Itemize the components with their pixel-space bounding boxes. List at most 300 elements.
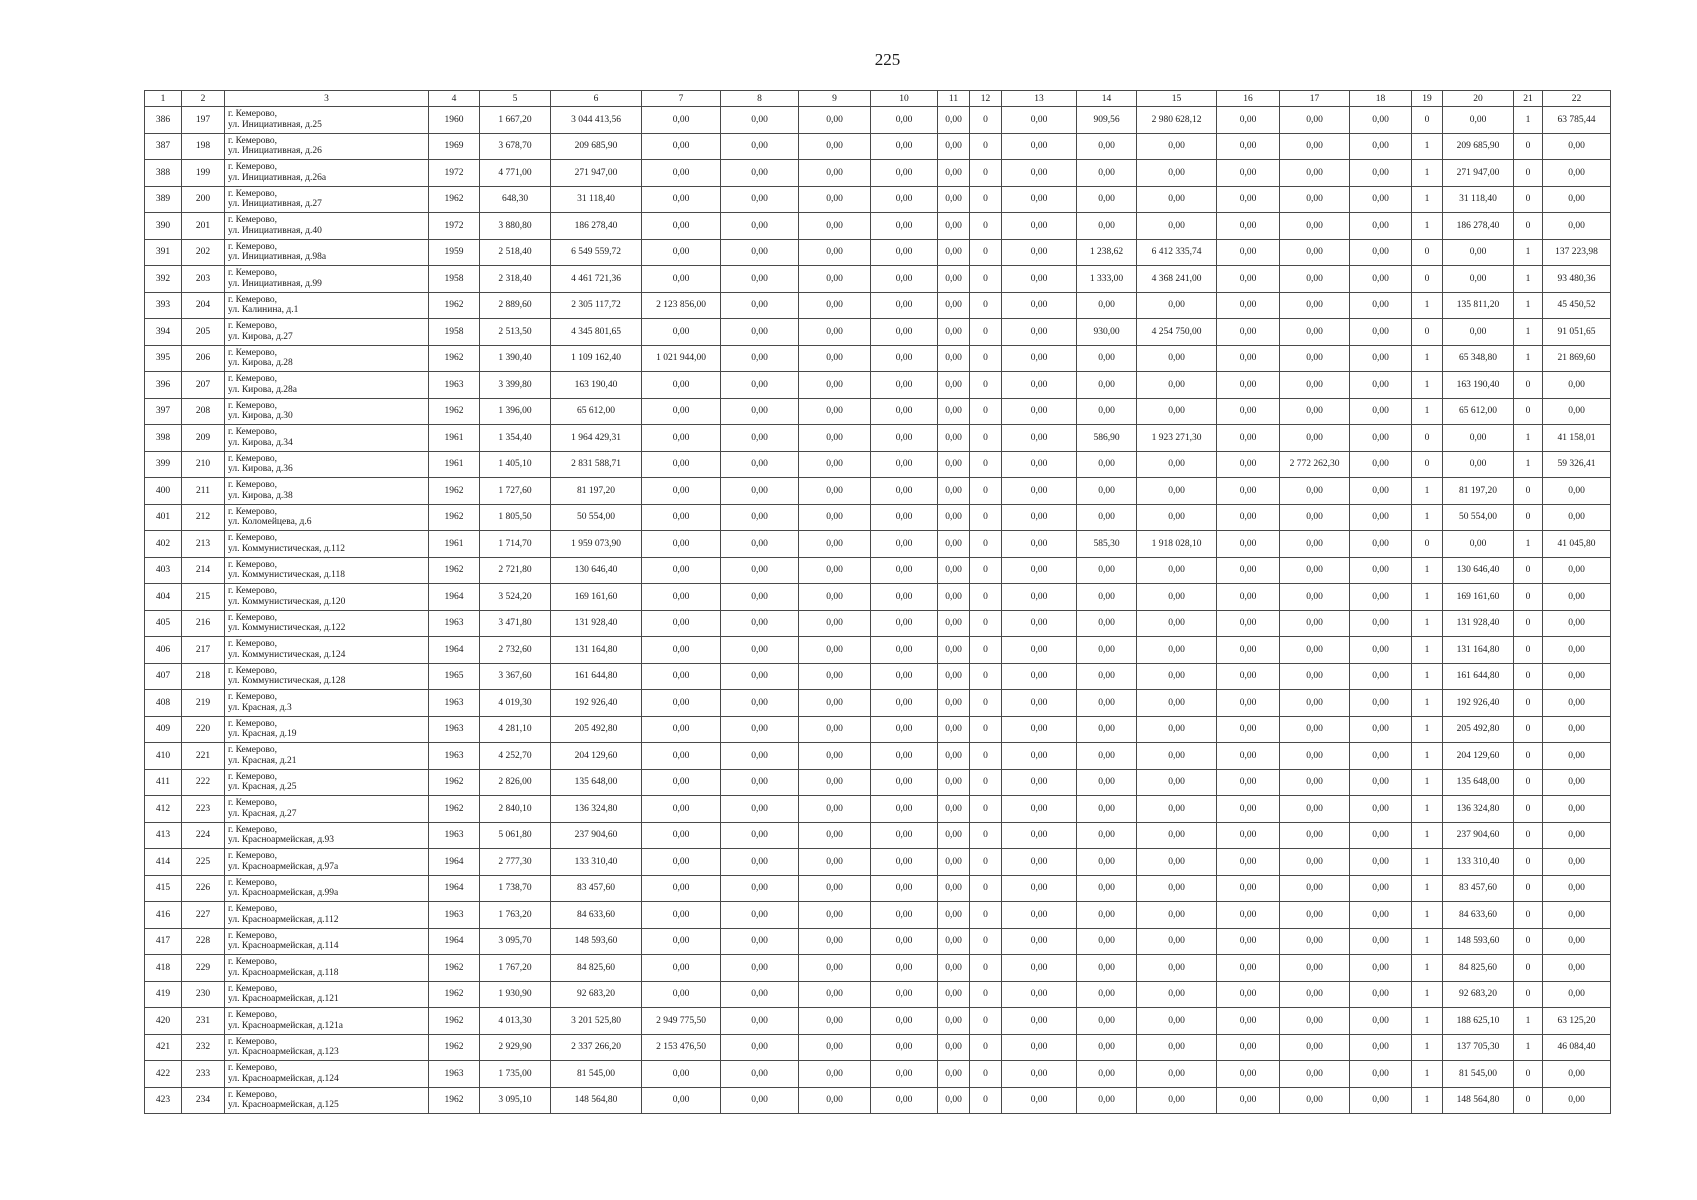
- table-cell: 0,00: [1137, 1034, 1217, 1061]
- table-cell: 0,00: [721, 663, 799, 690]
- table-cell: 0,00: [799, 981, 871, 1008]
- table-cell: 0,00: [799, 955, 871, 982]
- table-cell: 0,00: [871, 239, 938, 266]
- column-header: 7: [642, 91, 721, 107]
- table-cell: 1 405,10: [480, 451, 551, 478]
- table-cell: 0,00: [721, 1087, 799, 1114]
- table-cell: 1 333,00: [1077, 266, 1137, 293]
- table-cell: 169 161,60: [551, 584, 642, 611]
- table-cell: 161 644,80: [1443, 663, 1514, 690]
- table-cell: 0,00: [938, 292, 970, 319]
- table-cell: 0,00: [1002, 902, 1077, 929]
- table-cell: 0,00: [1077, 849, 1137, 876]
- table-cell: 0: [1514, 1087, 1543, 1114]
- table-row: [145, 557, 1611, 584]
- table-cell: 0,00: [1002, 107, 1077, 134]
- table-cell: 0,00: [1077, 345, 1137, 372]
- table-cell: 0: [1514, 875, 1543, 902]
- table-cell: 0,00: [1002, 637, 1077, 664]
- table-cell: 403: [145, 557, 182, 584]
- table-cell: 0,00: [799, 186, 871, 213]
- table-cell: 1 238,62: [1077, 239, 1137, 266]
- address-street: ул. Красноармейская, д.121а: [228, 1020, 344, 1031]
- table-cell: 0: [970, 531, 1002, 558]
- table-cell: 4 345 801,65: [551, 319, 642, 346]
- table-cell: 212: [182, 504, 225, 531]
- table-cell: 0,00: [1002, 875, 1077, 902]
- address-city: г. Кемерово,: [228, 957, 278, 968]
- table-cell: 0,00: [938, 796, 970, 823]
- table-cell: 0,00: [1137, 478, 1217, 505]
- table-cell: 0,00: [1280, 610, 1350, 637]
- address-city: г. Кемерово,: [228, 983, 278, 994]
- table-cell: 0,00: [721, 478, 799, 505]
- table-cell: 0,00: [799, 822, 871, 849]
- column-header: 6: [551, 91, 642, 107]
- address-street: ул. Кирова, д.28а: [228, 384, 297, 395]
- table-cell: 0,00: [1280, 584, 1350, 611]
- column-header: 1: [145, 91, 182, 107]
- address-street: ул. Инициативная, д.98а: [228, 252, 327, 263]
- table-cell: 0,00: [721, 133, 799, 160]
- table-cell: 3 471,80: [480, 610, 551, 637]
- table-cell: 0,00: [1350, 690, 1412, 717]
- table-cell: 0,00: [642, 663, 721, 690]
- table-cell: 423: [145, 1087, 182, 1114]
- table-cell: 0,00: [642, 504, 721, 531]
- address-cell: [225, 557, 429, 584]
- table-cell: 0,00: [1077, 610, 1137, 637]
- table-cell: 1: [1412, 186, 1443, 213]
- table-cell: 387: [145, 133, 182, 160]
- table-cell: 215: [182, 584, 225, 611]
- table-cell: 0,00: [1137, 345, 1217, 372]
- table-cell: 84 825,60: [1443, 955, 1514, 982]
- table-cell: 0: [970, 769, 1002, 796]
- table-cell: 0,00: [1543, 186, 1611, 213]
- registry-table: [144, 90, 1611, 1114]
- table-cell: 0,00: [1077, 690, 1137, 717]
- table-row: [145, 796, 1611, 823]
- table-cell: 1 727,60: [480, 478, 551, 505]
- table-cell: 0,00: [1280, 849, 1350, 876]
- table-cell: 186 278,40: [1443, 213, 1514, 240]
- table-cell: 0,00: [1137, 796, 1217, 823]
- table-cell: 0,00: [1543, 902, 1611, 929]
- table-cell: 0,00: [642, 186, 721, 213]
- address-city: г. Кемерово,: [228, 215, 278, 226]
- table-cell: 395: [145, 345, 182, 372]
- table-cell: 0,00: [799, 769, 871, 796]
- table-cell: 0,00: [871, 822, 938, 849]
- table-cell: 0,00: [799, 1087, 871, 1114]
- table-cell: 0,00: [1350, 637, 1412, 664]
- table-cell: 0,00: [1350, 186, 1412, 213]
- table-cell: 0,00: [871, 769, 938, 796]
- table-cell: 0,00: [642, 637, 721, 664]
- table-cell: 0,00: [1137, 186, 1217, 213]
- table-row: [145, 716, 1611, 743]
- table-cell: 0,00: [1350, 981, 1412, 1008]
- address-street: ул. Красноармейская, д.112: [228, 914, 339, 925]
- table-cell: 0,00: [1217, 743, 1280, 770]
- table-cell: 0,00: [642, 902, 721, 929]
- table-cell: 0,00: [642, 690, 721, 717]
- table-cell: 219: [182, 690, 225, 717]
- table-cell: 399: [145, 451, 182, 478]
- table-cell: 0,00: [1137, 292, 1217, 319]
- table-cell: 0,00: [1217, 610, 1280, 637]
- address-city: г. Кемерово,: [228, 745, 278, 756]
- table-cell: 1: [1412, 504, 1443, 531]
- table-cell: 0,00: [1280, 875, 1350, 902]
- table-cell: 0,00: [1217, 1034, 1280, 1061]
- table-cell: 0,00: [799, 557, 871, 584]
- table-cell: 218: [182, 663, 225, 690]
- table-cell: 205: [182, 319, 225, 346]
- table-cell: 2 840,10: [480, 796, 551, 823]
- table-cell: 83 457,60: [1443, 875, 1514, 902]
- table-cell: 0,00: [1217, 425, 1280, 452]
- page-number: 225: [874, 50, 901, 69]
- address-city: г. Кемерово,: [228, 321, 278, 332]
- address-street: ул. Коммунистическая, д.128: [228, 676, 346, 687]
- table-cell: 415: [145, 875, 182, 902]
- table-cell: 414: [145, 849, 182, 876]
- table-cell: 1963: [429, 372, 480, 399]
- address-city: г. Кемерово,: [228, 851, 278, 862]
- address-cell: [225, 849, 429, 876]
- table-cell: 2 337 266,20: [551, 1034, 642, 1061]
- table-cell: 225: [182, 849, 225, 876]
- table-cell: 0,00: [721, 743, 799, 770]
- table-cell: 1: [1514, 451, 1543, 478]
- address-street: ул. Красноармейская, д.99а: [228, 888, 339, 899]
- address-cell: [225, 610, 429, 637]
- table-cell: 0,00: [721, 637, 799, 664]
- table-cell: 0,00: [721, 1008, 799, 1035]
- address-city: г. Кемерово,: [228, 798, 278, 809]
- table-cell: 2 518,40: [480, 239, 551, 266]
- table-cell: 92 683,20: [1443, 981, 1514, 1008]
- table-cell: 211: [182, 478, 225, 505]
- table-cell: 130 646,40: [1443, 557, 1514, 584]
- table-row: [145, 981, 1611, 1008]
- table-row: [145, 584, 1611, 611]
- table-cell: 0: [970, 557, 1002, 584]
- table-cell: 0,00: [642, 425, 721, 452]
- table-cell: 0: [1514, 133, 1543, 160]
- table-cell: 1: [1514, 266, 1543, 293]
- table-cell: 0,00: [1137, 133, 1217, 160]
- table-cell: 0,00: [1543, 663, 1611, 690]
- table-cell: 0,00: [1217, 451, 1280, 478]
- table-cell: 0,00: [1137, 822, 1217, 849]
- table-cell: 0,00: [1350, 292, 1412, 319]
- table-cell: 0: [1412, 319, 1443, 346]
- table-cell: 0: [970, 504, 1002, 531]
- table-cell: 0,00: [721, 186, 799, 213]
- table-cell: 3 044 413,56: [551, 107, 642, 134]
- table-cell: 135 648,00: [1443, 769, 1514, 796]
- table-cell: 209 685,90: [551, 133, 642, 160]
- table-cell: 0: [1514, 557, 1543, 584]
- column-header: 15: [1137, 91, 1217, 107]
- table-cell: 1964: [429, 584, 480, 611]
- table-cell: 0,00: [871, 451, 938, 478]
- table-cell: 0,00: [1002, 557, 1077, 584]
- table-cell: 0,00: [1077, 902, 1137, 929]
- table-cell: 204 129,60: [551, 743, 642, 770]
- table-cell: 0,00: [1002, 213, 1077, 240]
- address-street: ул. Кирова, д.38: [228, 490, 293, 501]
- table-cell: 131 928,40: [551, 610, 642, 637]
- table-cell: 0: [1514, 1061, 1543, 1088]
- table-cell: 232: [182, 1034, 225, 1061]
- table-cell: 386: [145, 107, 182, 134]
- table-cell: 0: [970, 345, 1002, 372]
- table-cell: 0,00: [1002, 796, 1077, 823]
- table-cell: 419: [145, 981, 182, 1008]
- table-cell: 0,00: [938, 584, 970, 611]
- table-cell: 0,00: [1350, 372, 1412, 399]
- table-cell: 0,00: [871, 610, 938, 637]
- table-cell: 1972: [429, 160, 480, 187]
- table-cell: 41 045,80: [1543, 531, 1611, 558]
- table-cell: 197: [182, 107, 225, 134]
- table-cell: 0,00: [1077, 928, 1137, 955]
- table-cell: 4 771,00: [480, 160, 551, 187]
- address-cell: [225, 1087, 429, 1114]
- table-cell: 136 324,80: [1443, 796, 1514, 823]
- table-cell: 0,00: [938, 663, 970, 690]
- table-cell: 0,00: [1280, 928, 1350, 955]
- table-cell: 1: [1412, 955, 1443, 982]
- table-cell: 0,00: [1217, 716, 1280, 743]
- table-cell: 0,00: [1217, 372, 1280, 399]
- table-cell: 0,00: [1280, 345, 1350, 372]
- table-cell: 2 777,30: [480, 849, 551, 876]
- table-cell: 0,00: [938, 716, 970, 743]
- table-cell: 0,00: [1137, 504, 1217, 531]
- table-cell: 271 947,00: [1443, 160, 1514, 187]
- table-cell: 0: [1514, 160, 1543, 187]
- table-cell: 0,00: [799, 584, 871, 611]
- table-row: [145, 478, 1611, 505]
- table-cell: 0,00: [799, 451, 871, 478]
- table-cell: 0: [970, 372, 1002, 399]
- table-cell: 1963: [429, 902, 480, 929]
- table-cell: 0,00: [642, 372, 721, 399]
- table-cell: 137 223,98: [1543, 239, 1611, 266]
- table-cell: 411: [145, 769, 182, 796]
- table-cell: 1: [1412, 822, 1443, 849]
- table-cell: 148 564,80: [1443, 1087, 1514, 1114]
- table-cell: 0,00: [1350, 822, 1412, 849]
- table-cell: 0: [1412, 266, 1443, 293]
- table-cell: 227: [182, 902, 225, 929]
- table-cell: 0,00: [642, 822, 721, 849]
- table-cell: 0,00: [1217, 981, 1280, 1008]
- table-cell: 0,00: [1137, 928, 1217, 955]
- column-header: 8: [721, 91, 799, 107]
- table-cell: 229: [182, 955, 225, 982]
- table-cell: 0,00: [1137, 372, 1217, 399]
- table-cell: 1 735,00: [480, 1061, 551, 1088]
- table-cell: 412: [145, 796, 182, 823]
- table-cell: 0,00: [1002, 743, 1077, 770]
- table-cell: 1: [1412, 213, 1443, 240]
- table-cell: 209: [182, 425, 225, 452]
- table-cell: 163 190,40: [1443, 372, 1514, 399]
- table-cell: 0: [970, 160, 1002, 187]
- table-cell: 0,00: [1350, 133, 1412, 160]
- table-cell: 0,00: [871, 1008, 938, 1035]
- table-row: [145, 955, 1611, 982]
- table-cell: 206: [182, 345, 225, 372]
- table-cell: 0,00: [1350, 610, 1412, 637]
- table-cell: 0,00: [642, 266, 721, 293]
- table-cell: 0,00: [871, 716, 938, 743]
- table-cell: 2 772 262,30: [1280, 451, 1350, 478]
- table-cell: 217: [182, 637, 225, 664]
- table-cell: 0,00: [871, 637, 938, 664]
- table-cell: 0,00: [1350, 160, 1412, 187]
- table-row: [145, 451, 1611, 478]
- table-cell: 0: [1514, 955, 1543, 982]
- table-cell: 0,00: [1002, 663, 1077, 690]
- table-cell: 0,00: [1217, 398, 1280, 425]
- table-cell: 2 153 476,50: [642, 1034, 721, 1061]
- table-cell: 586,90: [1077, 425, 1137, 452]
- table-cell: 1962: [429, 186, 480, 213]
- table-cell: 226: [182, 875, 225, 902]
- address-street: ул. Коломейцева, д.6: [228, 517, 312, 528]
- table-cell: 4 461 721,36: [551, 266, 642, 293]
- table-cell: 148 593,60: [551, 928, 642, 955]
- table-cell: 0,00: [642, 743, 721, 770]
- table-cell: 137 705,30: [1443, 1034, 1514, 1061]
- table-cell: 0,00: [1217, 266, 1280, 293]
- table-cell: 2 721,80: [480, 557, 551, 584]
- table-cell: 0,00: [1543, 716, 1611, 743]
- table-cell: 0: [970, 266, 1002, 293]
- table-cell: 1: [1412, 902, 1443, 929]
- table-cell: 31 118,40: [1443, 186, 1514, 213]
- table-cell: 205 492,80: [1443, 716, 1514, 743]
- table-cell: 41 158,01: [1543, 425, 1611, 452]
- table-cell: 0: [970, 875, 1002, 902]
- table-cell: 0,00: [871, 213, 938, 240]
- table-cell: 1: [1514, 292, 1543, 319]
- table-cell: 1963: [429, 743, 480, 770]
- table-cell: 0,00: [1077, 292, 1137, 319]
- table-cell: 0,00: [799, 928, 871, 955]
- table-cell: 0,00: [1280, 213, 1350, 240]
- table-cell: 65 612,00: [1443, 398, 1514, 425]
- table-cell: 231: [182, 1008, 225, 1035]
- table-cell: 0: [970, 133, 1002, 160]
- table-cell: 6 412 335,74: [1137, 239, 1217, 266]
- table-cell: 4 368 241,00: [1137, 266, 1217, 293]
- table-cell: 0,00: [1350, 875, 1412, 902]
- table-cell: 1958: [429, 266, 480, 293]
- table-cell: 0,00: [1077, 1008, 1137, 1035]
- address-street: ул. Инициативная, д.25: [228, 119, 322, 130]
- table-cell: 0,00: [799, 663, 871, 690]
- table-cell: 0,00: [1077, 743, 1137, 770]
- table-cell: 0,00: [1280, 160, 1350, 187]
- table-row: [145, 425, 1611, 452]
- table-cell: 394: [145, 319, 182, 346]
- address-cell: [225, 716, 429, 743]
- table-cell: 0,00: [1350, 796, 1412, 823]
- table-cell: 0,00: [799, 1008, 871, 1035]
- table-cell: 1 930,90: [480, 981, 551, 1008]
- table-row: [145, 1008, 1611, 1035]
- table-cell: 1 396,00: [480, 398, 551, 425]
- table-cell: 0: [970, 663, 1002, 690]
- address-city: г. Кемерово,: [228, 135, 278, 146]
- table-cell: 0,00: [1002, 822, 1077, 849]
- table-cell: 0: [1514, 796, 1543, 823]
- address-city: г. Кемерово,: [228, 904, 278, 915]
- table-cell: 0,00: [1280, 1087, 1350, 1114]
- table-cell: 0,00: [642, 133, 721, 160]
- address-street: ул. Красная, д.3: [228, 702, 292, 713]
- address-city: г. Кемерово,: [228, 718, 278, 729]
- table-cell: 93 480,36: [1543, 266, 1611, 293]
- table-cell: 0,00: [642, 769, 721, 796]
- table-cell: 0,00: [642, 107, 721, 134]
- address-cell: [225, 107, 429, 134]
- address-city: г. Кемерово,: [228, 480, 278, 491]
- address-cell: [225, 1034, 429, 1061]
- column-header: 12: [970, 91, 1002, 107]
- table-cell: 1: [1412, 849, 1443, 876]
- table-cell: 0,00: [1002, 398, 1077, 425]
- table-cell: 0,00: [871, 266, 938, 293]
- table-cell: 0,00: [1543, 213, 1611, 240]
- table-cell: 0,00: [721, 796, 799, 823]
- table-cell: 205 492,80: [551, 716, 642, 743]
- table-cell: 65 348,80: [1443, 345, 1514, 372]
- table-row: [145, 372, 1611, 399]
- address-street: ул. Красноармейская, д.114: [228, 941, 339, 952]
- table-cell: 0,00: [871, 981, 938, 1008]
- table-cell: 0: [970, 451, 1002, 478]
- table-cell: 0,00: [1280, 769, 1350, 796]
- table-cell: 0,00: [1350, 743, 1412, 770]
- table-cell: 0,00: [871, 584, 938, 611]
- table-cell: 0,00: [721, 875, 799, 902]
- table-cell: 1962: [429, 478, 480, 505]
- address-city: г. Кемерово,: [228, 559, 278, 570]
- table-cell: 0,00: [721, 902, 799, 929]
- table-cell: 0,00: [642, 160, 721, 187]
- table-cell: 0,00: [1077, 875, 1137, 902]
- address-city: г. Кемерово,: [228, 506, 278, 517]
- table-cell: 1 109 162,40: [551, 345, 642, 372]
- address-cell: [225, 531, 429, 558]
- table-row: [145, 902, 1611, 929]
- table-cell: 0,00: [871, 478, 938, 505]
- address-city: г. Кемерово,: [228, 930, 278, 941]
- table-cell: 0,00: [938, 637, 970, 664]
- table-cell: 0,00: [799, 425, 871, 452]
- table-cell: 398: [145, 425, 182, 452]
- table-cell: 2 929,90: [480, 1034, 551, 1061]
